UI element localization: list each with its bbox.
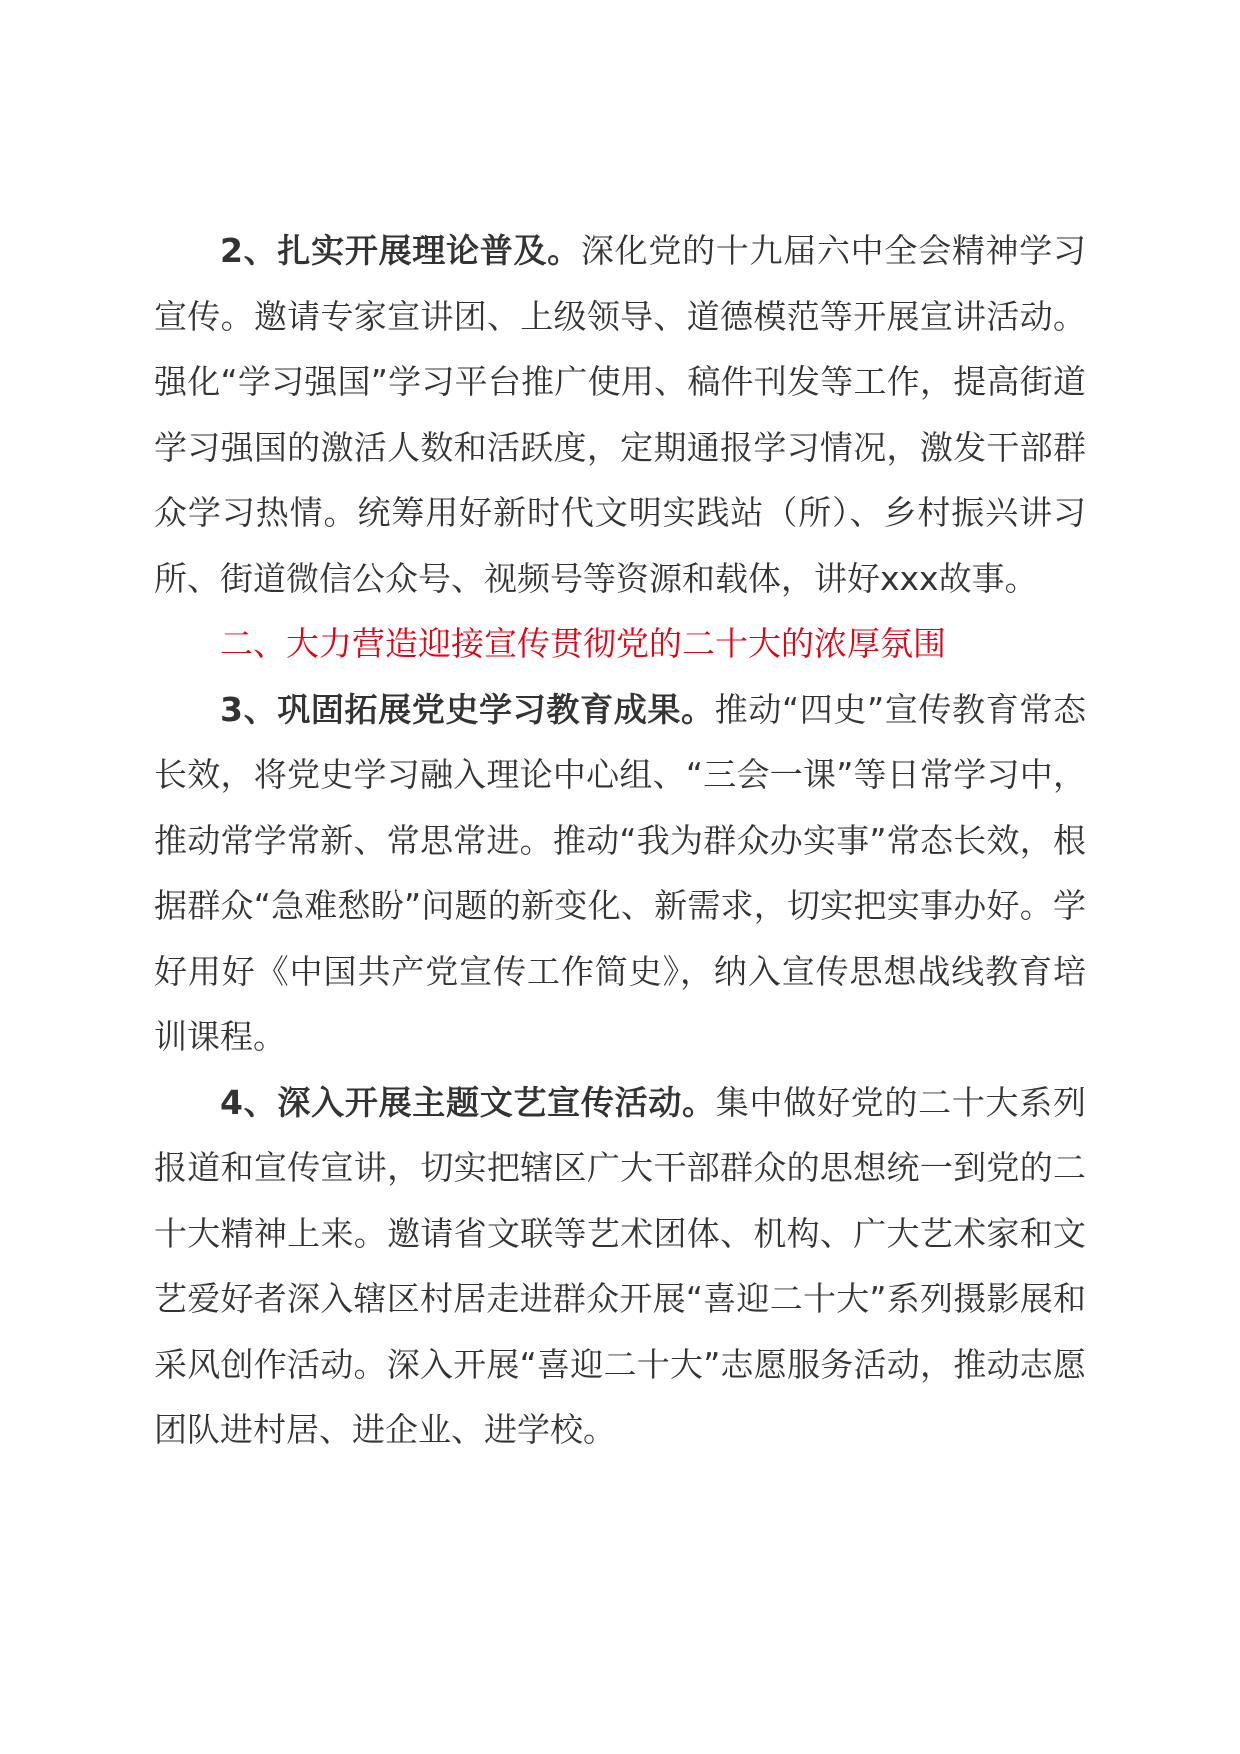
paragraph-lead: 2、扎实开展理论普及。 bbox=[220, 231, 581, 270]
paragraph-body: 集中做好党的二十大系列报道和宣传宣讲，切实把辖区广大干部群众的思想统一到党的二十大精神上来。邀请省文联等艺术团体、机构、广大艺术家和文艺爱好者深入辖区村居走进群众开展“喜迎二十大”系列摄影展和采风创作活动。深入开展“喜迎二十大”志愿服务活动，推动志愿团队进村居、进企业、进学校。 bbox=[154, 1082, 1086, 1449]
paragraph-body: 深化党的十九届六中全会精神学习宣传。邀请专家宣讲团、上级领导、道德模范等开展宣讲活动。强化“学习强国”学习平台推广使用、稿件刊发等工作，提高街道学习强国的激活人数和活跃度，定期通报学习情况，激发干部群众学习热情。统筹用好新时代文明实践站（所）、乡村振兴讲习所、街道微信公众号、视频号等资源和载体，讲好xxx故事。 bbox=[154, 231, 1087, 598]
document-body bbox=[154, 218, 1086, 1463]
paragraph-theory-popularization bbox=[154, 218, 1086, 611]
paragraph-lead: 4、深入开展主题文艺宣传活动。 bbox=[220, 1082, 716, 1122]
paragraph-lead: 3、巩固拓展党史学习教育成果。 bbox=[220, 689, 715, 729]
section-heading: 二、大力营造迎接宣传贯彻党的二十大的浓厚氛围 bbox=[220, 624, 946, 663]
paragraph-body: 推动“四史”宣传教育常态长效，将党史学习融入理论中心组、“三会一课”等日常学习中，推动常学常新、常思常进。推动“我为群众办实事”常态长效，根据群众“急难愁盼”问题的新变化、新需求，切实把实事办好。学好用好《中国共产党宣传工作简史》，纳入宣传思想战线教育培训课程。 bbox=[154, 689, 1086, 1056]
paragraph-arts-campaign bbox=[154, 1070, 1086, 1463]
paragraph-party-history bbox=[154, 677, 1086, 1070]
